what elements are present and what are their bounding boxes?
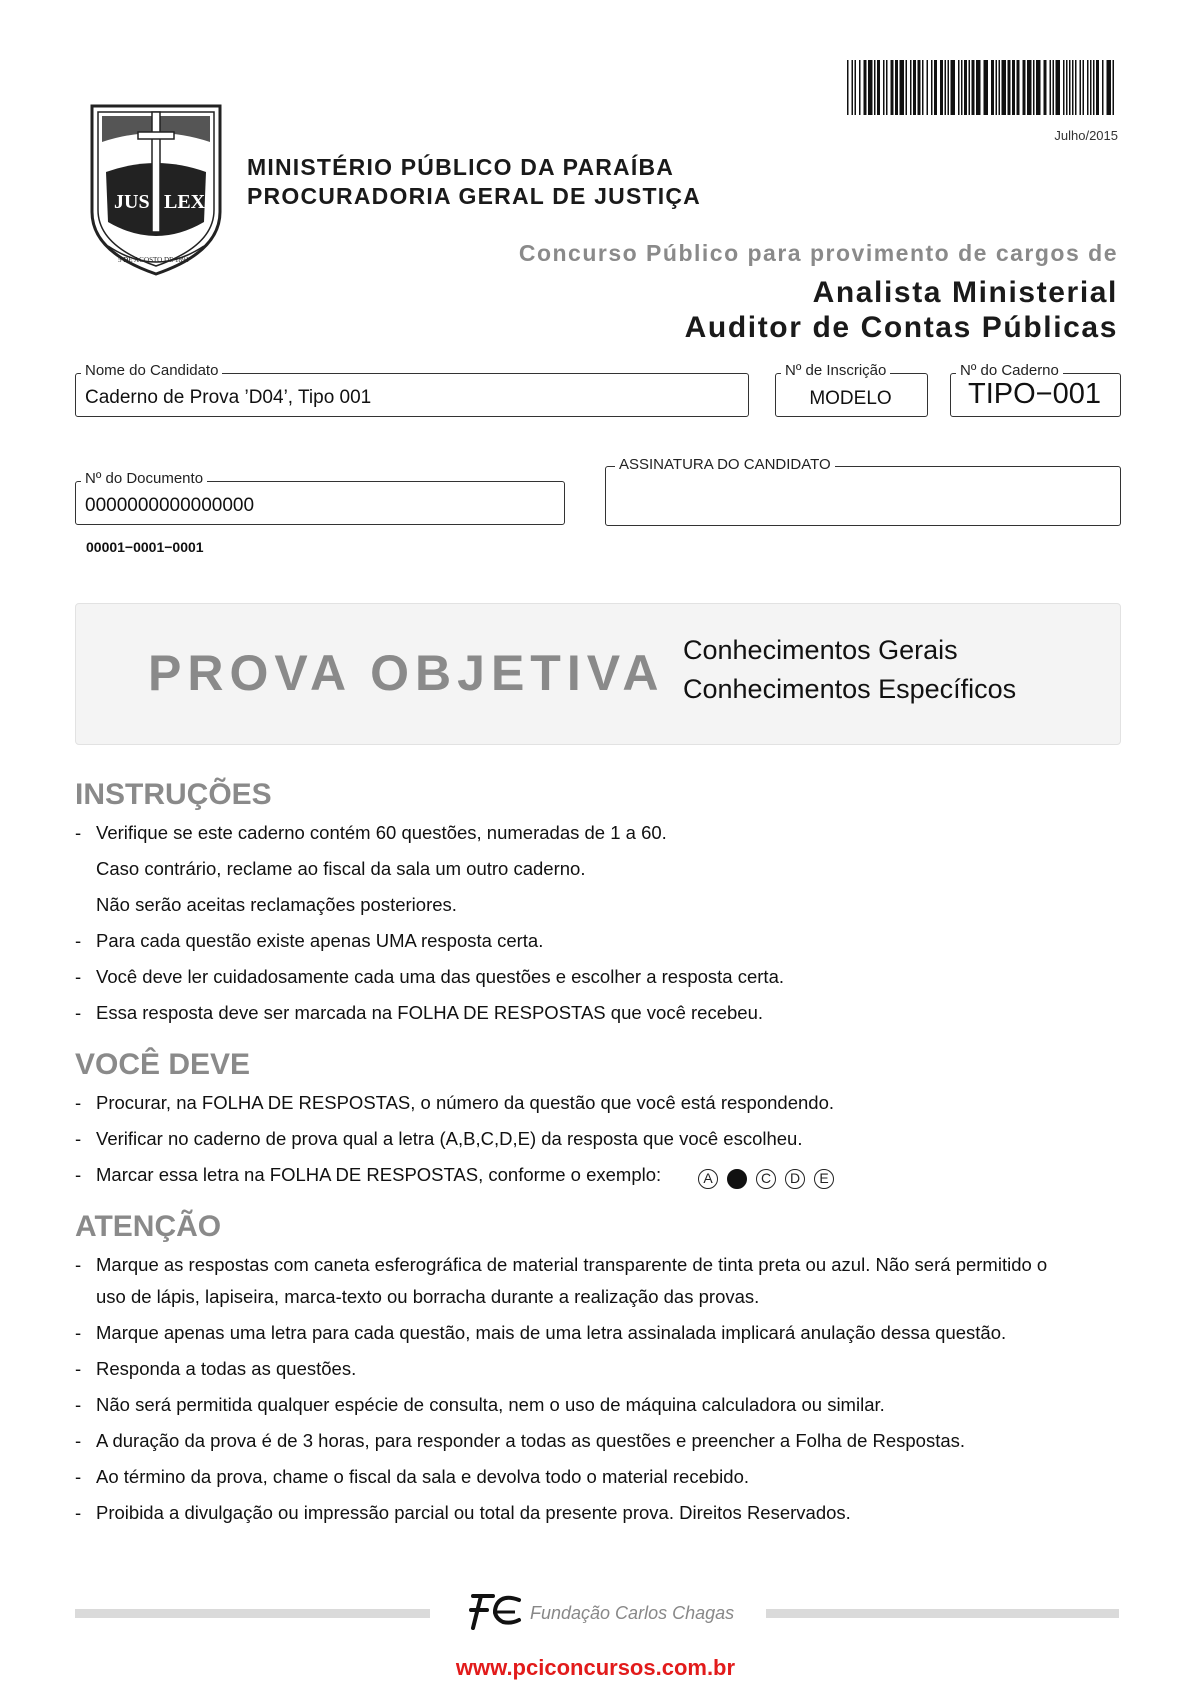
booklet-number-value: TIPO−001 xyxy=(968,378,1101,410)
footer-divider-left xyxy=(75,1609,430,1618)
attention-heading: ATENÇÃO xyxy=(75,1210,222,1243)
svg-text:LEX: LEX xyxy=(164,191,206,213)
example-bubble-a: A xyxy=(698,1169,718,1189)
document-number-value: 0000000000000000 xyxy=(85,495,255,516)
organization-subname: PROCURADORIA GERAL DE JUSTIÇA xyxy=(247,183,701,209)
fcc-logo-icon xyxy=(463,1590,523,1634)
list-item-continuation: uso de lápis, lapiseira, marca-texto ou borracha durante a realização das provas. xyxy=(96,1286,760,1307)
cargo-title-1: Analista Ministerial xyxy=(812,276,1118,309)
candidate-name-value: Caderno de Prova ’D04’, Tipo 001 xyxy=(85,387,372,408)
exam-section-general: Conhecimentos Gerais xyxy=(683,635,958,665)
instructions-heading: INSTRUÇÕES xyxy=(75,778,272,811)
website-link[interactable]: www.pciconcursos.com.br xyxy=(455,1655,736,1680)
example-bubble-c: C xyxy=(756,1169,776,1189)
barcode-date: Julho/2015 xyxy=(1054,128,1118,143)
svg-text:5 DE AGOSTO DE 1891: 5 DE AGOSTO DE 1891 xyxy=(118,256,190,264)
you-must-heading: VOCÊ DEVE xyxy=(75,1048,251,1081)
footer-divider-right xyxy=(766,1609,1119,1618)
example-bubble-e: E xyxy=(814,1169,834,1189)
signature-field[interactable] xyxy=(605,466,1121,526)
registration-number-value: MODELO xyxy=(809,388,892,409)
list-item-continuation: Não serão aceitas reclamações posteriores. xyxy=(96,894,457,915)
cargo-title-2: Auditor de Contas Públicas xyxy=(684,311,1118,344)
candidate-name-label: Nome do Candidato xyxy=(81,362,222,379)
exam-section-specific: Conhecimentos Específicos xyxy=(683,674,1017,704)
barcode-image xyxy=(847,60,1119,115)
document-number-label: Nº do Documento xyxy=(81,470,207,487)
example-bubble-d: D xyxy=(785,1169,805,1189)
signature-label: ASSINATURA DO CANDIDATO xyxy=(615,456,835,473)
example-bubble-b-filled xyxy=(727,1169,747,1189)
fcc-name: Fundação Carlos Chagas xyxy=(530,1603,735,1623)
concurso-heading: Concurso Público para provimento de cargos de xyxy=(518,240,1118,266)
ministry-crest-logo xyxy=(88,102,224,278)
svg-text:JUS: JUS xyxy=(114,191,150,213)
list-item-continuation: Caso contrário, reclame ao fiscal da sala um outro caderno. xyxy=(96,858,586,879)
booklet-number-label: Nº do Caderno xyxy=(956,362,1063,379)
registration-number-label: Nº de Inscrição xyxy=(781,362,890,379)
organization-name: MINISTÉRIO PÚBLICO DA PARAÍBA xyxy=(247,154,675,180)
document-code: 00001−0001−0001 xyxy=(86,539,204,555)
exam-type-title: PROVA OBJETIVA xyxy=(148,645,665,701)
